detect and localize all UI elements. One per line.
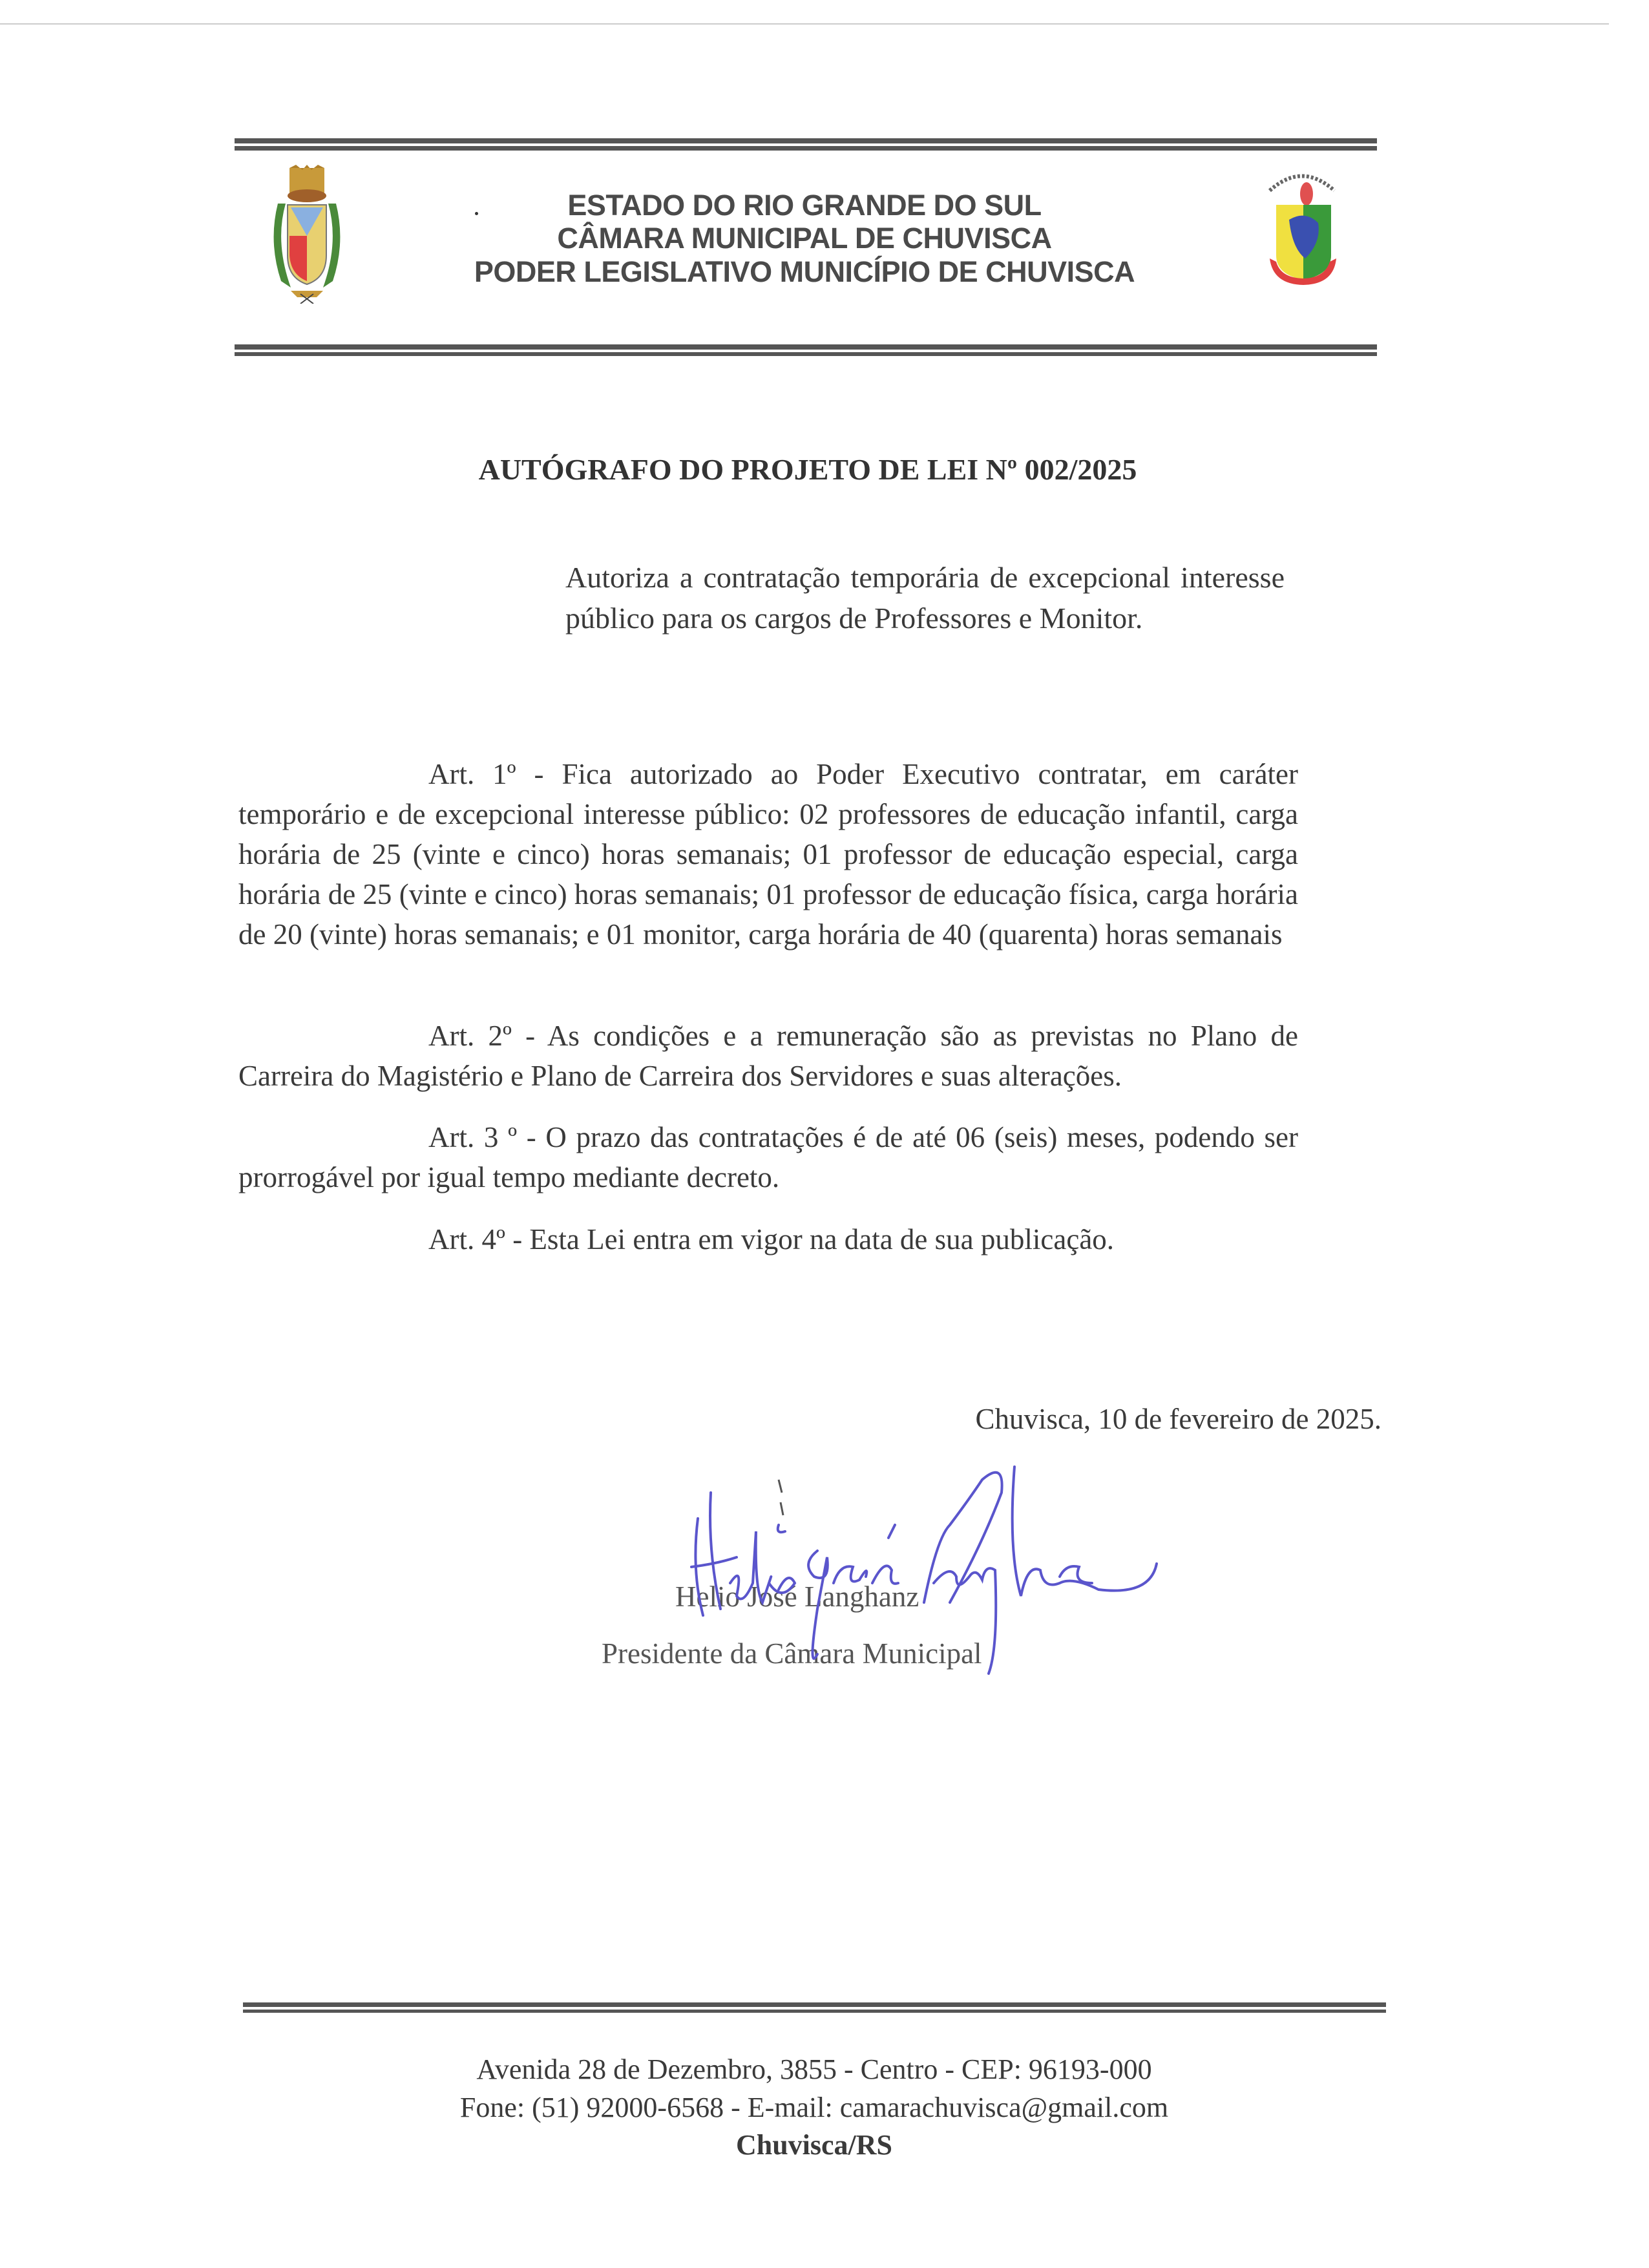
footer-contact (323, 2089, 1305, 2126)
articles-4 (238, 1219, 1298, 1259)
article-3: Art. 3 º - O prazo das contratações é de até 06 (seis) meses, podendo ser prorrogável por igual tempo mediante decreto. (238, 1121, 1298, 1193)
footer-rule-2 (243, 2010, 1386, 2013)
footer-phone: Fone: (51) 92000-6568 - E-mail: (459, 2092, 840, 2123)
document-title: AUTÓGRAFO DO PROJETO DE LEI Nº 002/2025 (478, 453, 1137, 486)
camara-seal-icon (1260, 165, 1344, 288)
handwritten-signature (646, 1454, 1176, 1686)
header-camara: CÂMARA MUNICIPAL DE CHUVISCA (557, 222, 1052, 255)
articles (238, 754, 1298, 954)
law-summary: Autoriza a contratação temporária de excepcional interesse público para os cargos de Professores e Monitor. (565, 561, 1285, 635)
article-2: Art. 2º - As condições e a remuneração são as previstas no Plano de Carreira do Magistério e Plano de Carreira dos Servidores e suas alterações. (238, 1020, 1298, 1092)
header-bottom-rule (235, 344, 1377, 350)
header-state: ESTADO DO RIO GRANDE DO SUL (567, 189, 1042, 222)
header-bottom-rule-2 (235, 352, 1377, 356)
articles-3 (238, 1117, 1298, 1197)
article-4: Art. 4º - Esta Lei entra em vigor na data de sua publicação. (428, 1223, 1115, 1255)
footer-rule (243, 2002, 1386, 2007)
signatory-role: Presidente da Câmara Municipal (602, 1637, 982, 1670)
article-1: Art. 1º - Fica autorizado ao Poder Executivo contratar, em caráter temporário e de excepcional interesse público: 02 professores de educação infantil, carga horária de 25 (vinte e cinco) horas semanais; 01 professor de educação especial, carga horária de 25 (vinte e cinco) horas semanais; 01 professor de educação física, carga horária de 20 (vinte) horas semanais; e 01 monitor, carga horária de 40 (quarenta) horas semanais (238, 758, 1298, 950)
footer-address: Avenida 28 de Dezembro, 3855 - Centro - CEP: 96193-000 (476, 2053, 1152, 2085)
footer-email-link[interactable]: camarachuvisca@gmail.com (839, 2092, 1169, 2123)
coat-of-arms-icon (265, 165, 349, 304)
header-poder: PODER LEGISLATIVO MUNICÍPIO DE CHUVISCA (474, 255, 1135, 288)
scan-edge-line (0, 23, 1609, 25)
date-line: Chuvisca, 10 de fevereiro de 2025. (975, 1403, 1381, 1435)
footer-city: Chuvisca/RS (735, 2129, 893, 2161)
header-top-rule (235, 138, 1377, 143)
signatory-name: Helio José Langhanz (675, 1580, 919, 1613)
articles-2 (238, 1016, 1298, 1096)
header-top-rule-2 (235, 146, 1377, 151)
